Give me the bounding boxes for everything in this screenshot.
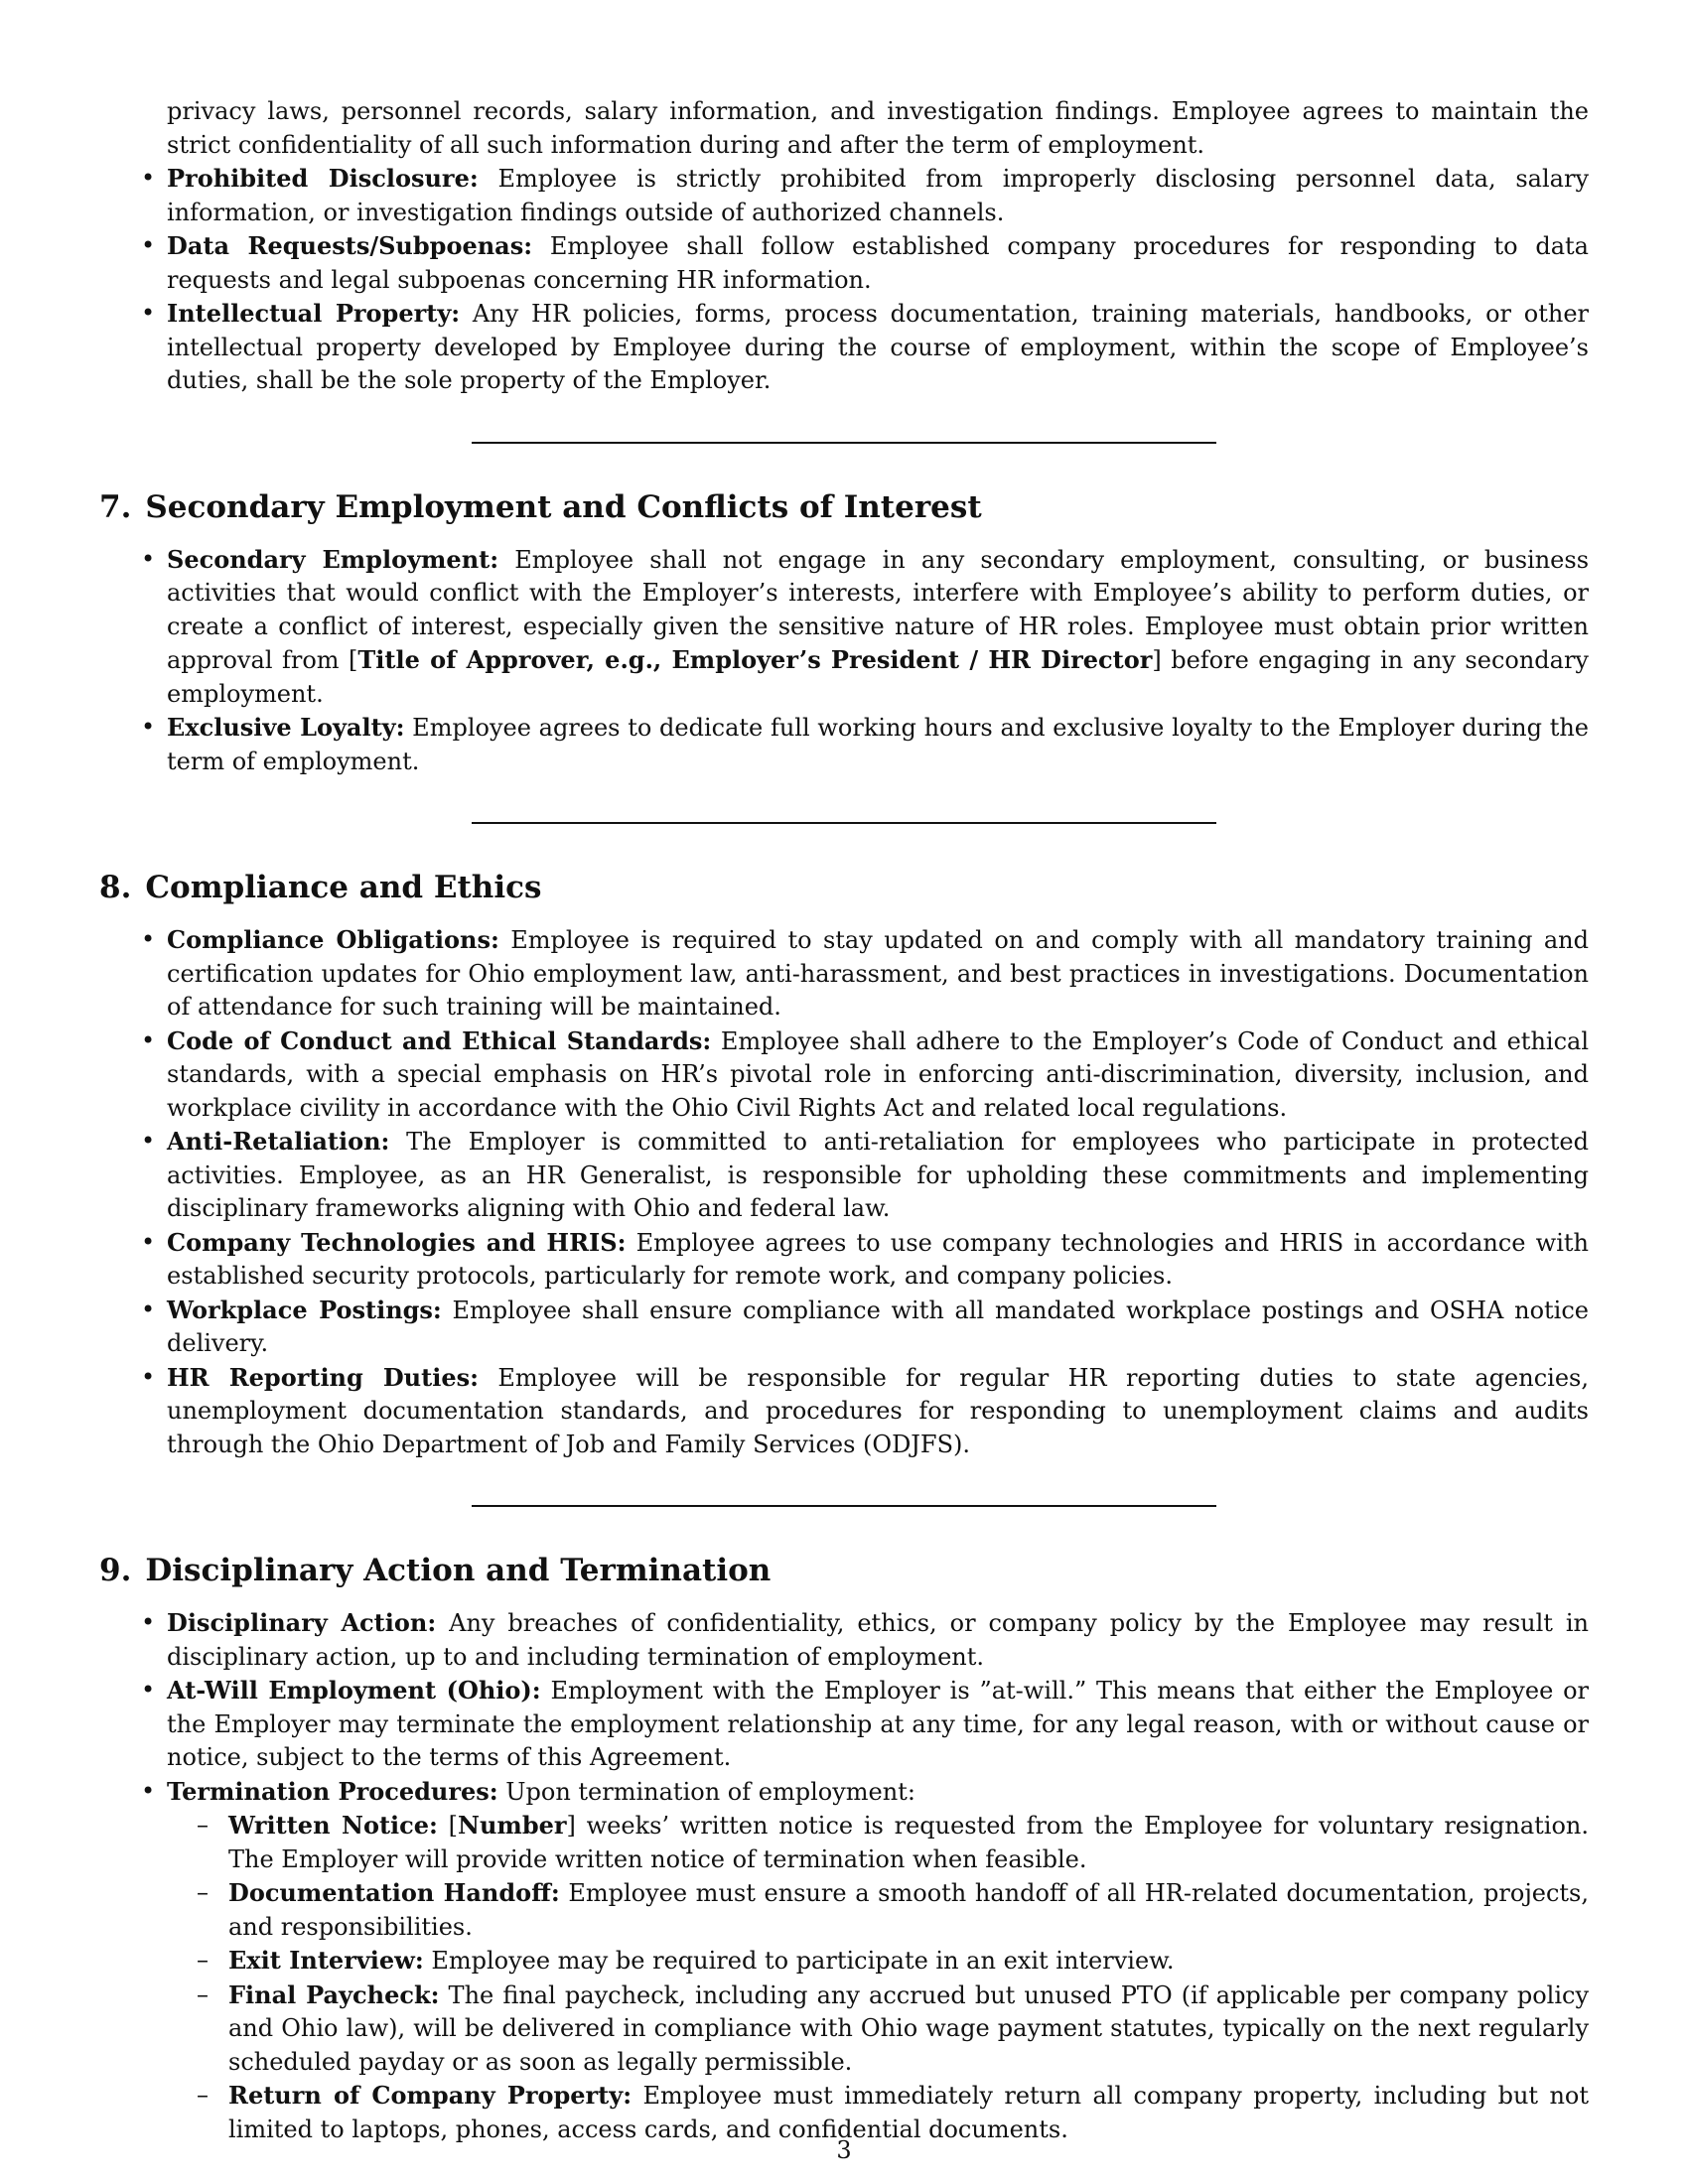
list-item xyxy=(99,1294,1589,1361)
item-text: The final paycheck, including any accrued but unused PTO (if applicable per company policy and Ohio law), will be delivered in compliance with Ohio wage payment statutes, typically on the next regularly scheduled payday or as soon as legally permissible. xyxy=(228,1980,1589,2076)
item-text: Employee must ensure a smooth handoff of all HR-related documentation, projects, and responsibilities. xyxy=(228,1879,1590,1941)
item-label: Final Paycheck: xyxy=(228,1979,440,2009)
section-6-continued-text: privacy laws, personnel records, salary information, and investigation findings. Employee agrees to maintain the strict confidentiality of all such information during and after the term of employment. xyxy=(167,97,1589,159)
placeholder-text: Number xyxy=(458,1811,567,1840)
section-7-list xyxy=(99,543,1589,779)
item-text: Employee is strictly prohibited from improperly disclosing personnel data, salary information, or investigation findings outside of authorized channels. xyxy=(167,165,1590,226)
item-text: Any breaches of confidentiality, ethics, or company policy by the Employee may result in disciplinary action, up to and including termination of employment. xyxy=(167,1609,1590,1671)
section-number: 7. xyxy=(99,488,132,525)
item-text: Employee shall adhere to the Employer’s Code of Conduct and ethical standards, with a special emphasis on HR’s pivotal role in enforcing anti-discrimination, diversity, inclusion, and workplace civility in accordance with the Ohio Civil Rights Act and related local regulations. xyxy=(167,1026,1590,1122)
item-text: Employee is required to stay updated on and comply with all mandatory training and certification updates for Ohio employment law, anti-harassment, and best practices in investigations. Documentation of attendance for such training will be maintained. xyxy=(167,926,1589,1021)
item-text: Employee will be responsible for regular HR reporting duties to state agencies, unemployment documentation standards, and procedures for responding to unemployment claims and audits through the Ohio Department of Job and Family Services (ODJFS). xyxy=(167,1363,1589,1458)
item-text: Employment with the Employer is ”at-will.” This means that either the Employee or the Employer may terminate the employment relationship at any time, for any legal reason, with or without cause or notice, subject to the terms of this Agreement. xyxy=(167,1677,1589,1771)
item-label: Termination Procedures: xyxy=(167,1776,498,1806)
section-number: 9. xyxy=(99,1553,132,1588)
item-label: Anti-Retaliation: xyxy=(167,1127,390,1156)
item-label: Written Notice: xyxy=(228,1811,438,1840)
section-divider xyxy=(472,1505,1216,1507)
item-text: Employee shall not engage in any secondary employment, consulting, or business activities that would conflict with the Employer’s interests, interfere with Employee’s ability to perform duties, or create a conflict of interest, especially given the sensitive nature of HR roles. Employee must obtain prior written approval from [ xyxy=(167,545,1590,674)
section-number: 8. xyxy=(99,870,132,905)
list-item xyxy=(99,1361,1589,1462)
sub-list-item xyxy=(167,1979,1589,2080)
list-item xyxy=(99,1606,1589,1674)
list-item xyxy=(99,162,1589,229)
item-label: Company Technologies and HRIS: xyxy=(167,1227,627,1257)
item-text: Any HR policies, forms, process documentation, training materials, handbooks, or other intellectual property developed by Employee during the course of employment, within the scope of Employee’s duties, shall be the sole property of the Employer. xyxy=(167,300,1589,394)
section-8-heading xyxy=(99,868,1589,907)
item-label: HR Reporting Duties: xyxy=(167,1362,479,1392)
sub-list-item xyxy=(167,1876,1589,1944)
section-9-list xyxy=(99,1606,1589,2146)
item-text: Employee agrees to use company technologies and HRIS in accordance with established security protocols, particularly for remote work, and company policies. xyxy=(167,1228,1589,1290)
section-6-list xyxy=(99,162,1589,398)
item-text: Employee must immediately return all company property, including but not limited to laptops, phones, access cards, and confidential documents. xyxy=(228,2082,1589,2143)
item-label: Exclusive Loyalty: xyxy=(167,713,405,742)
item-label: Disciplinary Action: xyxy=(167,1608,437,1637)
list-item xyxy=(99,1775,1589,2147)
item-label: Prohibited Disclosure: xyxy=(167,164,479,193)
item-label: Workplace Postings: xyxy=(167,1295,442,1324)
termination-procedures-list xyxy=(167,1809,1589,2146)
section-divider xyxy=(472,442,1216,444)
list-item xyxy=(99,1226,1589,1294)
item-text: The Employer is committed to anti-retaliation for employees who participate in protected activities. Employee, as an HR Generalist, is responsible for upholding these commitments and implementing disciplinary frameworks aligning with Ohio and federal law. xyxy=(167,1128,1589,1222)
page-number: 3 xyxy=(836,2136,852,2164)
section-7-heading xyxy=(99,487,1589,527)
item-text-tail: ] before engaging in any secondary employment. xyxy=(167,646,1589,708)
placeholder-text: Title of Approver, e.g., Employer’s President / HR Director xyxy=(357,645,1153,674)
list-item xyxy=(99,923,1589,1024)
section-title: Compliance and Ethics xyxy=(145,870,542,905)
item-label: Code of Conduct and Ethical Standards: xyxy=(167,1025,712,1055)
section-title: Disciplinary Action and Termination xyxy=(145,1553,772,1588)
item-label: Intellectual Property: xyxy=(167,299,461,328)
item-text: Employee may be required to participate in an exit interview. xyxy=(423,1947,1175,1975)
item-label: At-Will Employment (Ohio): xyxy=(167,1676,541,1705)
item-text: Employee agrees to dedicate full working hours and exclusive loyalty to the Employer during the term of employment. xyxy=(167,714,1590,775)
item-text: Employee shall ensure compliance with all mandated workplace postings and OSHA notice delivery. xyxy=(167,1296,1589,1357)
list-item xyxy=(99,1125,1589,1226)
item-label: Data Requests/Subpoenas: xyxy=(167,231,533,260)
section-title: Secondary Employment and Conflicts of Interest xyxy=(145,488,982,525)
list-item xyxy=(99,1024,1589,1126)
list-item xyxy=(99,229,1589,297)
list-item xyxy=(99,543,1589,712)
item-label: Secondary Employment: xyxy=(167,544,499,574)
list-item xyxy=(99,1674,1589,1775)
section-8-list xyxy=(99,923,1589,1461)
list-item xyxy=(99,297,1589,398)
document-page xyxy=(99,95,1589,2146)
item-label: Exit Interview: xyxy=(228,1946,424,1975)
list-item xyxy=(99,711,1589,778)
sub-list-item xyxy=(167,1944,1589,1979)
section-9-heading xyxy=(99,1551,1589,1590)
item-text: Upon termination of employment: xyxy=(497,1777,915,1806)
item-label: Documentation Handoff: xyxy=(228,1878,560,1907)
item-text-tail: ] weeks’ written notice is requested from the Employee for voluntary resignation. The Employer will provide written notice of termination when feasible. xyxy=(228,1812,1589,1873)
section-divider xyxy=(472,822,1216,824)
sub-list-item xyxy=(167,1809,1589,1876)
item-text: [ xyxy=(437,1812,459,1840)
item-label: Return of Company Property: xyxy=(228,2081,633,2110)
item-text: Employee shall follow established company procedures for responding to data requests and legal subpoenas concerning HR information. xyxy=(167,232,1589,294)
item-label: Compliance Obligations: xyxy=(167,925,499,954)
